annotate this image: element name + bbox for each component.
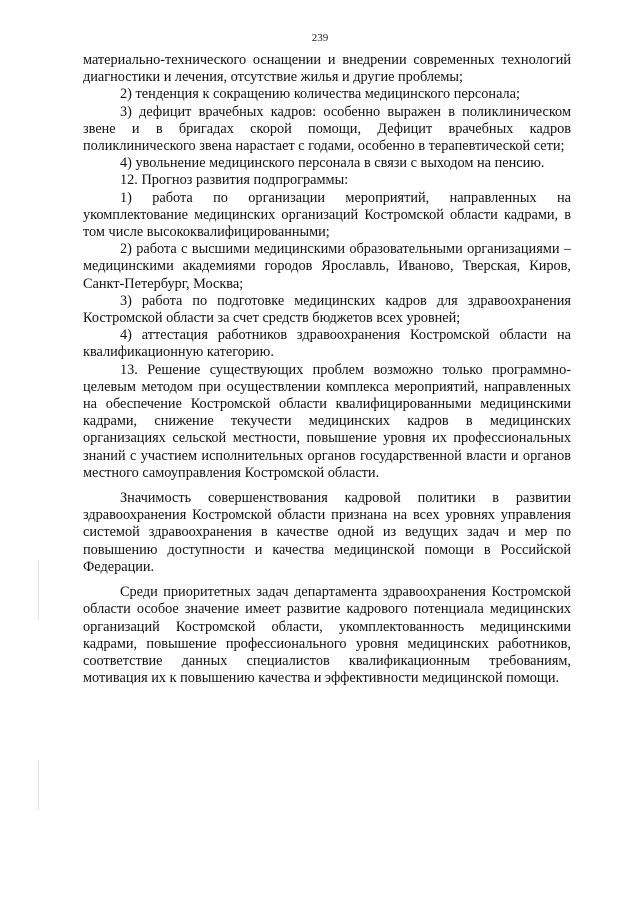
paragraph: Среди приоритетных задач департамента здравоохранения Костромской области особое значение имеет развитие кадрового потенциала медицинских организаций Костромской области, укомплектованность медицинскими кадрами, повышение профессионального уровня медицинских работников, соответствие данных специалистов квалификационным требованиям, мотивация их к повышению качества и эффективности медицинской помощи.: [83, 584, 571, 687]
paragraph: Значимость совершенствования кадровой политики в развитии здравоохранения Костромской области признана на всех уровнях управления системой здравоохранения в качестве одной из ведущих задач и мер по повышению доступности и качества медицинской помощи в Российской Федерации.: [83, 490, 571, 575]
paragraph: 13. Решение существующих проблем возможно только программно-целевым методом при осуществлении комплекса мероприятий, направленных на обеспечение Костромской области квалифицированными медицинскими кадрами, снижение текучести медицинских кадров в медицинских организациях сельской местности, повышение уровня их профессиональных знаний с участием исполнительных органов государственной власти и органов местного самоуправления Костромской области.: [83, 361, 571, 481]
paragraph: 3) дефицит врачебных кадров: особенно выражен в поликлиническом звене и в бригадах скорой помощи, Дефицит врачебных кадров поликлинического звена нарастает с годами, особенно в терапевтической сети;: [83, 103, 571, 155]
document-body: [83, 52, 571, 687]
paragraph: 4) аттестация работников здравоохранения Костромской области на квалификационную категорию.: [83, 327, 571, 361]
paragraph: 2) тенденция к сокращению количества медицинского персонала;: [120, 86, 520, 103]
paragraph: 3) работа по подготовке медицинских кадров для здравоохранения Костромской области за счет средств бюджетов всех уровней;: [83, 292, 571, 327]
scan-margin-line: [38, 560, 39, 620]
paragraph: материально-технического оснащении и внедрении современных технологий диагностики и лечения, отсутствие жилья и другие проблемы;: [83, 52, 571, 86]
section-heading: 12. Прогноз развития подпрограммы:: [120, 172, 349, 189]
paragraph: 4) увольнение медицинского персонала в связи с выходом на пенсию.: [120, 155, 545, 172]
scan-margin-line: [38, 760, 39, 810]
paragraph: 2) работа с высшими медицинскими образовательными организациями – медицинскими академиями городов Ярославль, Иваново, Тверская, Киров, Санкт-Петербург, Москва;: [83, 241, 571, 292]
page-number: 239: [311, 32, 329, 44]
paragraph: 1) работа по организации мероприятий, направленных на укомплектование медицинских организаций Костромской области кадрами, в том числе высококвалифицированными;: [83, 189, 571, 241]
